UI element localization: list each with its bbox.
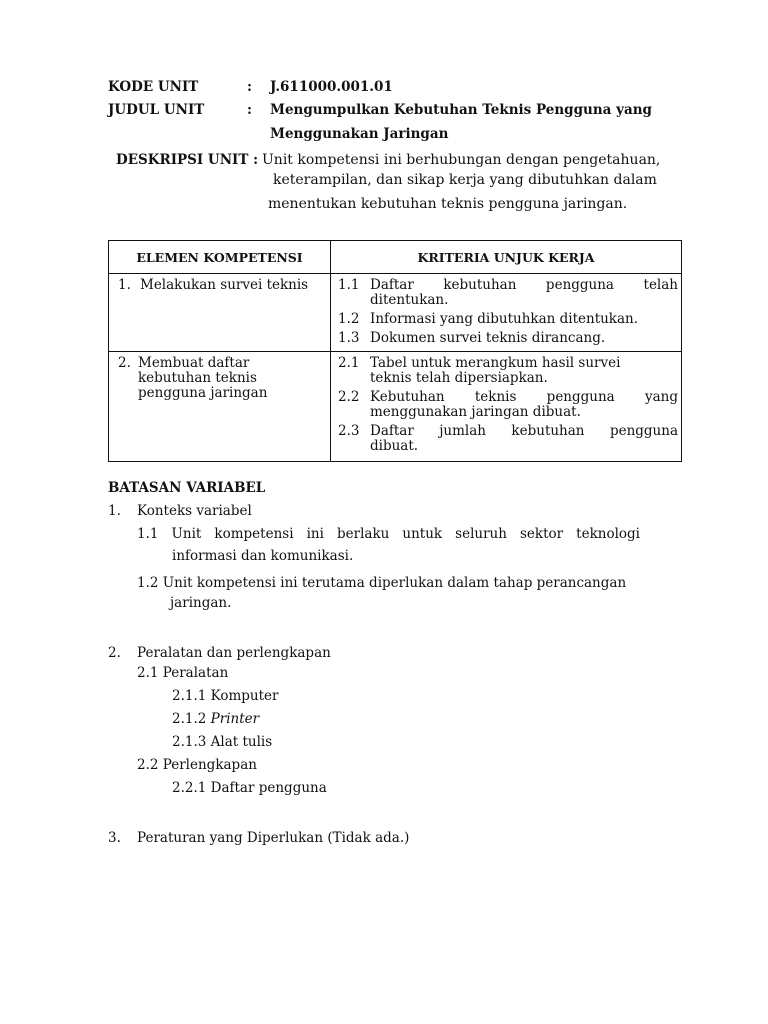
kriteria-number: 1.2 — [338, 311, 360, 327]
kriteria-number: 1.1 — [338, 277, 360, 293]
list-item-number: 3. — [108, 830, 121, 846]
deskripsi-line3: menentukan kebutuhan teknis pengguna jaringan. — [268, 196, 628, 212]
kriteria-cell — [331, 352, 682, 462]
kriteria-unjuk-kerja-header: KRITERIA UNJUK KERJA — [331, 241, 682, 274]
kriteria-text-line1: Tabel untuk merangkum hasil survei — [370, 355, 621, 371]
konteks-1-1-line1: 1.1 Unit kompetensi ini berlaku untuk seluruh sektor teknologi — [137, 526, 640, 542]
elemen-number: 2. — [118, 355, 131, 371]
kriteria-text-line1: Daftar kebutuhan pengguna telah — [370, 277, 678, 293]
kriteria-item — [338, 312, 678, 327]
kriteria-item — [338, 356, 678, 386]
perlengkapan-daftar-pengguna: 2.2.1 Daftar pengguna — [172, 780, 327, 796]
kriteria-number: 2.3 — [338, 423, 360, 439]
elemen-text-line2: kebutuhan teknis — [138, 370, 257, 386]
judul-unit-line1: Mengumpulkan Kebutuhan Teknis Pengguna yang — [270, 102, 652, 118]
kriteria-text: Informasi yang dibutuhkan ditentukan. — [370, 311, 639, 327]
kriteria-number: 1.3 — [338, 330, 360, 346]
peralatan-perlengkapan-label: Peralatan dan perlengkapan — [137, 645, 331, 661]
judul-unit-colon: : — [247, 102, 252, 118]
table-header-row — [109, 241, 682, 274]
konteks-variabel-label: Konteks variabel — [137, 503, 252, 519]
elemen-text-line1: Membuat daftar — [138, 355, 250, 371]
batasan-variabel-title: BATASAN VARIABEL — [108, 480, 266, 496]
deskripsi-unit-label: DESKRIPSI UNIT : — [116, 152, 259, 168]
kriteria-text-line2: ditentukan. — [370, 292, 449, 308]
peralatan-printer-text: Printer — [210, 711, 260, 727]
kriteria-item — [338, 390, 678, 420]
elemen-text: Melakukan survei teknis — [140, 277, 309, 293]
kriteria-number: 2.1 — [338, 355, 360, 371]
peralatan-heading: 2.1 Peralatan — [137, 665, 229, 681]
kriteria-text-line1: Kebutuhan teknis pengguna yang — [370, 389, 678, 405]
table-row — [109, 274, 682, 352]
table-row — [109, 352, 682, 462]
kompetensi-table — [108, 240, 682, 462]
deskripsi-line2: keterampilan, dan sikap kerja yang dibutuhkan dalam — [273, 172, 657, 188]
judul-unit-label: JUDUL UNIT — [108, 102, 205, 118]
peralatan-komputer: 2.1.1 Komputer — [172, 688, 279, 704]
peralatan-printer — [172, 711, 259, 727]
elemen-cell — [109, 274, 331, 352]
list-item-number: 2. — [108, 645, 121, 661]
kode-unit-colon: : — [247, 79, 252, 95]
kriteria-item — [338, 278, 678, 308]
deskripsi-line1: Unit kompetensi ini berhubungan dengan pengetahuan, — [262, 152, 661, 168]
elemen-text-line3: pengguna jaringan — [138, 385, 268, 401]
kode-unit-value: J.611000.001.01 — [270, 79, 393, 95]
kriteria-cell — [331, 274, 682, 352]
elemen-kompetensi-header: ELEMEN KOMPETENSI — [109, 241, 331, 274]
kriteria-number: 2.2 — [338, 389, 360, 405]
kriteria-text-line2: teknis telah dipersiapkan. — [370, 370, 548, 386]
elemen-number: 1. — [118, 277, 131, 293]
kriteria-item — [338, 331, 678, 346]
konteks-1-2-line2: jaringan. — [170, 595, 232, 611]
kriteria-text: Dokumen survei teknis dirancang. — [370, 330, 606, 346]
kode-unit-label: KODE UNIT — [108, 79, 199, 95]
kriteria-item — [338, 424, 678, 454]
kriteria-text-line2: menggunakan jaringan dibuat. — [370, 404, 581, 420]
konteks-1-2-line1: 1.2 Unit kompetensi ini terutama diperlukan dalam tahap perancangan — [137, 575, 627, 591]
konteks-1-1-line2: informasi dan komunikasi. — [172, 548, 354, 564]
list-item-number: 1. — [108, 503, 121, 519]
peralatan-printer-number: 2.1.2 — [172, 711, 207, 727]
kriteria-text-line1: Daftar jumlah kebutuhan pengguna — [370, 423, 678, 439]
peraturan-label: Peraturan yang Diperlukan (Tidak ada.) — [137, 830, 410, 846]
judul-unit-line2: Menggunakan Jaringan — [270, 126, 449, 142]
peralatan-alat-tulis: 2.1.3 Alat tulis — [172, 734, 273, 750]
perlengkapan-heading: 2.2 Perlengkapan — [137, 757, 257, 773]
kriteria-text-line2: dibuat. — [370, 438, 419, 454]
elemen-cell — [109, 352, 331, 462]
